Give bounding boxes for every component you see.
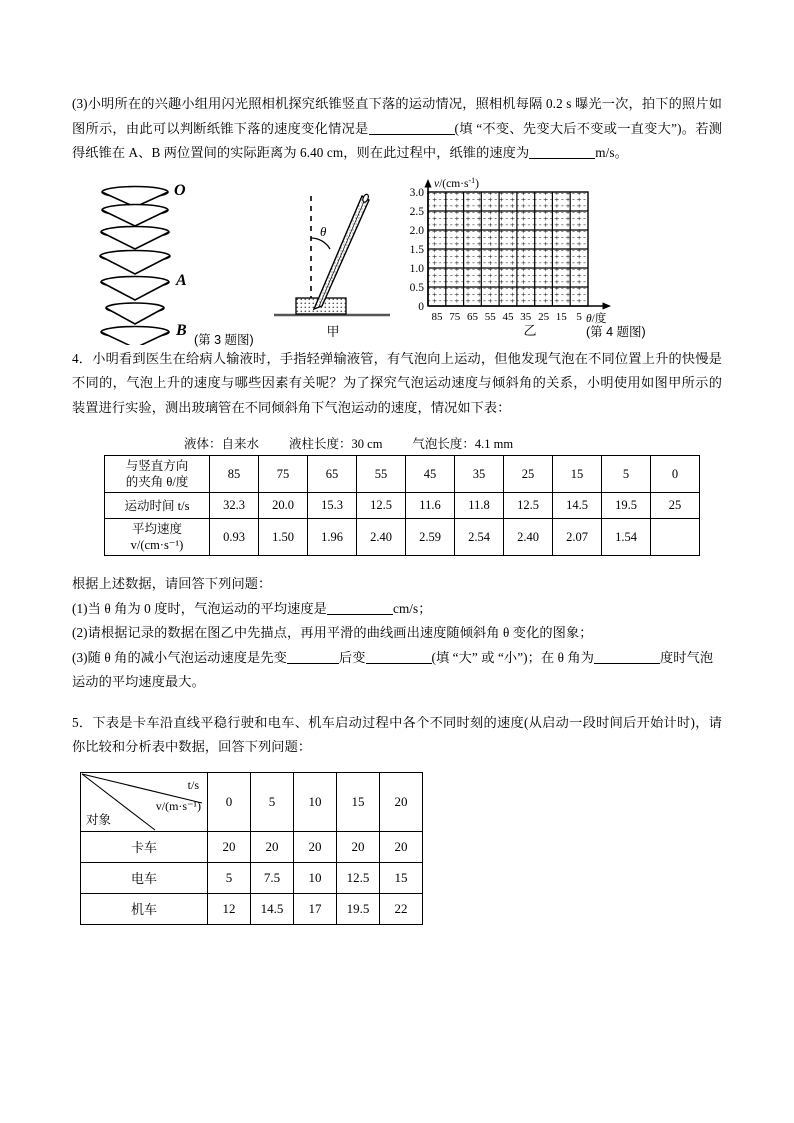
q5-loco-v0: 12 — [208, 893, 251, 924]
q4-data-table — [104, 455, 700, 556]
cell-time-7: 14.5 — [553, 493, 602, 519]
cone-7 — [101, 326, 169, 345]
table-row — [105, 456, 700, 493]
row-header-velocity-line2: v/(cm·s⁻¹) — [130, 538, 184, 552]
paper-cone-photo-figure — [90, 180, 290, 345]
q4-sub3-blank-1[interactable] — [287, 649, 339, 664]
header-time-unit: t/s — [187, 777, 199, 792]
cell-velocity-8: 1.54 — [602, 519, 651, 556]
header-velocity-unit: v/(m·s⁻¹) — [155, 798, 201, 813]
cell-time-4: 11.6 — [406, 493, 455, 519]
cell-angle-0: 85 — [210, 456, 259, 493]
svg-text:45: 45 — [502, 310, 514, 323]
cell-time-1: 20.0 — [259, 493, 308, 519]
row-header-angle-line1: 与竖直方向 — [125, 459, 189, 473]
cell-velocity-5: 2.54 — [455, 519, 504, 556]
q5-data-table — [80, 772, 423, 925]
svg-text:3.0: 3.0 — [409, 186, 424, 199]
cone-label-B: B — [176, 321, 187, 339]
cell-angle-9: 0 — [651, 456, 700, 493]
q5-truck-v4: 20 — [380, 831, 423, 862]
q4-stem-text: 小明看到医生在给病人输液时，手指轻弹输液管，有气泡向上运动，但他发现气泡在不同位置上升的快慢是不同的，气泡上升的速度与哪些因素有关呢？为了探究气泡运动速度与倾斜角的关系，小明使用如图甲所示的装置进行实验，测出玻璃管在不同倾斜角下气泡运动的速度，情况如下表： — [72, 350, 722, 415]
q5-row-name-locomotive: 机车 — [81, 893, 208, 924]
q5-truck-v3: 20 — [337, 831, 380, 862]
graph-caption: 乙 — [523, 322, 537, 338]
note-bubble-length: 气泡长度：4.1 mm — [412, 437, 514, 451]
q5-time-header-2: 10 — [294, 772, 337, 831]
cone-label-A: A — [176, 271, 187, 289]
cell-angle-2: 65 — [308, 456, 357, 493]
q5-loco-v4: 22 — [380, 893, 423, 924]
cell-velocity-9 — [651, 519, 700, 556]
y-tick-labels — [410, 187, 425, 313]
cone-stack-svg — [90, 180, 290, 345]
cell-angle-8: 5 — [602, 456, 651, 493]
q3-text-part2: (填 “不变、先变大后不变或一直变大”)。若测得纸锥在 A、B 两位置间的实际距离为 6.40 cm，则在此过程中，纸锥的速度为 — [72, 120, 722, 160]
glass-tube — [314, 193, 370, 309]
cone-6 — [106, 303, 164, 324]
cone-3 — [101, 226, 169, 249]
q4-lead: 根据上述数据，请回答下列问题： — [72, 576, 272, 591]
cell-time-8: 19.5 — [602, 493, 651, 519]
table-row — [81, 893, 423, 924]
q5-tram-v0: 5 — [208, 862, 251, 893]
q4-sub3-text-c: (填 “大” 或 “小”)；在 θ 角为 — [431, 649, 594, 665]
cell-angle-4: 45 — [406, 456, 455, 493]
q5-time-header-0: 0 — [208, 772, 251, 831]
q5-time-header-3: 15 — [337, 772, 380, 831]
table-row — [105, 519, 700, 556]
cell-time-3: 12.5 — [357, 493, 406, 519]
q5-time-header-4: 20 — [380, 772, 423, 831]
q4-sub1 — [72, 597, 722, 622]
q4-sub3-text-b: 后变 — [338, 649, 366, 665]
q5-tram-v2: 10 — [294, 862, 337, 893]
q4-table-note — [72, 434, 722, 452]
cone-4 — [100, 250, 170, 274]
cell-angle-3: 55 — [357, 456, 406, 493]
q3-blank-1[interactable] — [369, 120, 455, 135]
table-row — [81, 772, 423, 831]
apparatus-caption: 甲 — [326, 323, 340, 339]
q3-paragraph — [72, 92, 722, 166]
note-column-length: 液柱长度：30 cm — [289, 437, 383, 451]
note-liquid: 液体：自来水 — [184, 437, 260, 451]
q4-sub3 — [72, 646, 722, 671]
cell-angle-6: 25 — [504, 456, 553, 493]
page-content — [72, 92, 722, 925]
q3-text-part3: m/s。 — [595, 145, 628, 160]
cone-5 — [101, 276, 169, 300]
cell-velocity-3: 2.40 — [357, 519, 406, 556]
q4-sub1-blank[interactable] — [327, 600, 393, 615]
row-header-velocity-line1: 平均速度 — [131, 522, 182, 536]
row-header-time: 运动时间 t/s — [105, 493, 210, 519]
svg-text:5: 5 — [576, 310, 582, 323]
cell-time-9: 25 — [651, 493, 700, 519]
svg-text:0.5: 0.5 — [409, 281, 424, 294]
q4-sub3-blank-3[interactable] — [594, 649, 660, 664]
svg-text:35: 35 — [520, 310, 532, 323]
q5-stem-text: 下表是卡车沿直线平稳行驶和电车、机车启动过程中各个不同时刻的速度(从启动一段时间后开始计时)，请你比较和分析表中数据，回答下列问题： — [72, 714, 722, 754]
svg-text:75: 75 — [449, 310, 461, 323]
table-row — [81, 862, 423, 893]
q3-blank-2[interactable] — [529, 144, 595, 159]
apparatus-svg — [268, 178, 398, 328]
q5-truck-v1: 20 — [251, 831, 294, 862]
angle-arc — [311, 238, 330, 249]
q4-sub3-cont: 运动的平均速度最大。 — [72, 674, 205, 689]
row-header-angle-line2: 的夹角 θ/度 — [125, 475, 189, 489]
table-row — [81, 831, 423, 862]
cone-2 — [102, 204, 168, 226]
velocity-angle-grid-svg — [390, 174, 670, 324]
svg-text:2.0: 2.0 — [409, 224, 424, 237]
cone-label-O: O — [174, 181, 186, 199]
apparatus-figure-jia — [268, 178, 398, 348]
cell-velocity-0: 0.93 — [210, 519, 259, 556]
q5-number: 5． — [72, 714, 93, 730]
svg-text:1.5: 1.5 — [409, 243, 424, 256]
q4-sub2: (2)请根据记录的数据在图乙中先描点，再用平滑的曲线画出速度随倾斜角 θ 变化的图象； — [72, 625, 593, 640]
diagonal-header-cell — [81, 772, 208, 831]
q5-stem — [72, 711, 722, 760]
table-row — [105, 493, 700, 519]
q4-figure-caption: (第 4 题图) — [586, 324, 646, 339]
q4-sub1-text-a: (1)当 θ 角为 0 度时，气泡运动的平均速度是 — [72, 600, 327, 616]
q3-figure-caption: (第 3 题图) — [194, 332, 254, 347]
cell-angle-5: 35 — [455, 456, 504, 493]
q5-truck-v0: 20 — [208, 831, 251, 862]
q4-stem — [72, 347, 722, 421]
row-header-velocity — [105, 519, 210, 556]
q5-time-header-1: 5 — [251, 772, 294, 831]
cell-time-6: 12.5 — [504, 493, 553, 519]
q5-loco-v2: 17 — [294, 893, 337, 924]
cell-angle-1: 75 — [259, 456, 308, 493]
angle-theta-label: θ — [320, 223, 327, 239]
q4-sub1-text-b: cm/s； — [392, 600, 432, 616]
row-header-angle — [105, 456, 210, 493]
graph-figure-yi — [390, 174, 670, 349]
q5-row-name-tram: 电车 — [81, 862, 208, 893]
q5-tram-v3: 12.5 — [337, 862, 380, 893]
q4-sub3-text-d: 度时气泡 — [660, 649, 714, 665]
figure-band — [72, 172, 722, 347]
q4-sub3-blank-2[interactable] — [366, 649, 432, 664]
svg-text:55: 55 — [484, 310, 496, 323]
svg-text:1.0: 1.0 — [409, 262, 424, 275]
svg-text:0: 0 — [418, 300, 424, 313]
y-axis-title: $v/(cm\cdot s^{-1})$ — [434, 175, 480, 190]
cell-velocity-1: 1.50 — [259, 519, 308, 556]
q5-loco-v3: 19.5 — [337, 893, 380, 924]
svg-text:65: 65 — [467, 310, 478, 323]
q5-tram-v1: 7.5 — [251, 862, 294, 893]
q4-number: 4． — [72, 350, 93, 366]
x-axis-arrow — [603, 302, 612, 309]
cell-time-2: 15.3 — [308, 493, 357, 519]
cell-velocity-7: 2.07 — [553, 519, 602, 556]
svg-text:25: 25 — [538, 310, 550, 323]
cell-time-0: 32.3 — [210, 493, 259, 519]
svg-text:2.5: 2.5 — [409, 205, 424, 218]
q5-truck-v2: 20 — [294, 831, 337, 862]
cell-velocity-6: 2.40 — [504, 519, 553, 556]
cell-velocity-2: 1.96 — [308, 519, 357, 556]
cell-angle-7: 15 — [553, 456, 602, 493]
svg-text:85: 85 — [431, 310, 443, 323]
q5-tram-v4: 15 — [380, 862, 423, 893]
q5-row-name-truck: 卡车 — [81, 831, 208, 862]
svg-text:15: 15 — [555, 310, 567, 323]
x-axis-title: θ/度 — [586, 312, 607, 324]
q3-text-part1: (3)小明所在的兴趣小组用闪光照相机探究纸锥竖直下落的运动情况，照相机每隔 0.2 s 曝光一次，拍下的照片如图所示，由此可以判断纸锥下落的速度变化情况是 — [72, 96, 722, 136]
q4-sub3-text-a: (3)随 θ 角的减小气泡运动速度是先变 — [72, 649, 287, 665]
q5-loco-v1: 14.5 — [251, 893, 294, 924]
y-axis-arrow — [424, 179, 431, 188]
cell-time-5: 11.8 — [455, 493, 504, 519]
cell-velocity-4: 2.59 — [406, 519, 455, 556]
header-object-label: 对象 — [86, 812, 112, 827]
